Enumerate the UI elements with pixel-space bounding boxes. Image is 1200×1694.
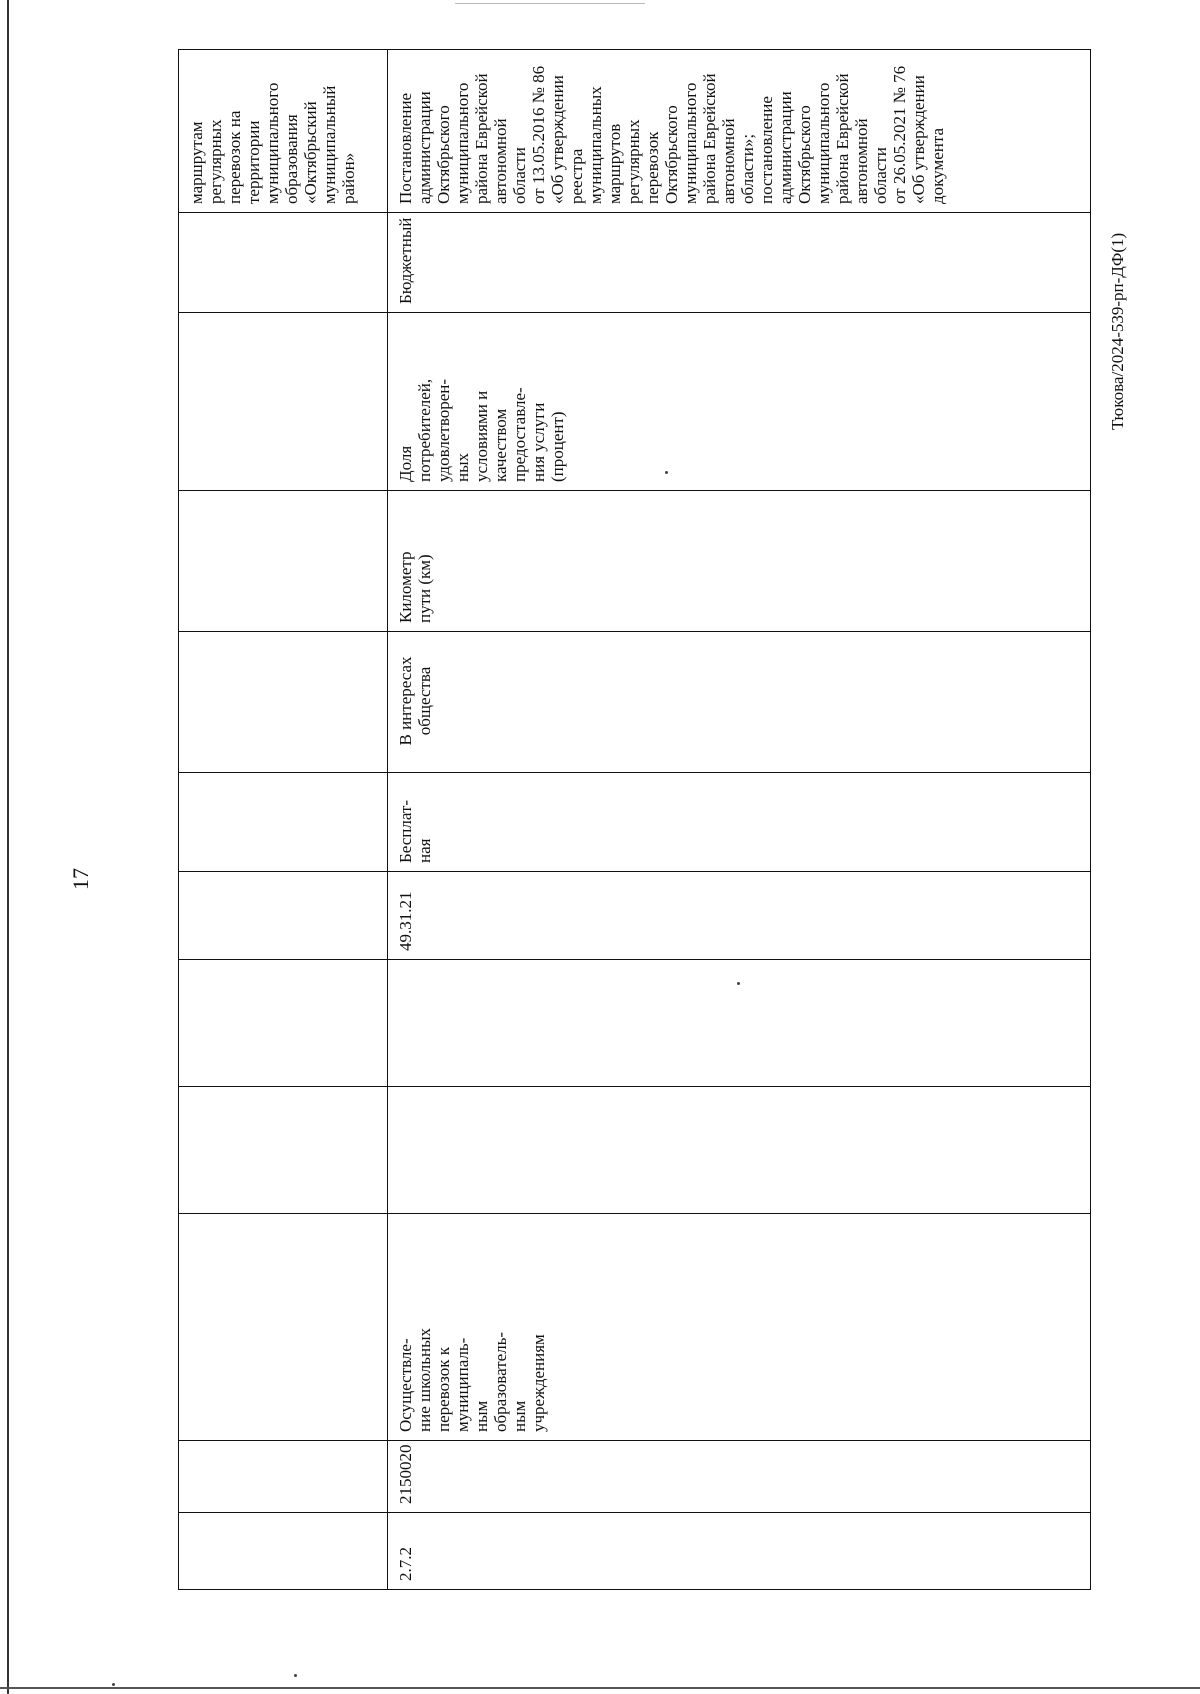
table-cell [179,1513,388,1590]
table-cell [179,491,388,632]
institution-type: Бюджетный [388,213,1091,313]
table-cell [179,960,388,1087]
page-edge [7,0,9,1694]
payment-type: Бесплат- ная [388,773,1091,872]
service-code: 2150020 [388,1441,1091,1513]
table-cell [179,1087,388,1214]
table-row [179,50,388,1590]
page-number: 17 [68,868,93,890]
service-name: Осуществле- ние школьных перевозок к муниципаль- ным образователь- ным учреждениям [388,1214,1091,1441]
unit-of-measure: Километр пути (км) [388,491,1091,632]
services-table [178,49,1091,1590]
empty-cell [388,1087,1091,1214]
route-description-cell: маршрутам регулярных перевозок на территории муниципального образования «Октябрьский муниципальный район» [179,50,388,213]
scan-speck [112,1683,115,1686]
row-number: 2.7.2 [388,1513,1091,1590]
table-cell [179,313,388,491]
scan-speck [294,1674,297,1677]
table-row [388,50,1091,1590]
public-interest: В интересах общества [388,632,1091,773]
table-cell [179,213,388,313]
table-cell [179,632,388,773]
table-cell [179,872,388,960]
quality-indicator: Доля потребителей, удовлетворен- ных условиями и качеством предоставле- ния услуги (процент) [388,313,1091,491]
table-cell [179,1214,388,1441]
rotated-page [68,65,1127,1590]
table-cell [179,773,388,872]
empty-cell [388,960,1091,1087]
legal-basis: Постановление администрации Октябрьского муниципального района Еврейской автономной области от 13.05.2016 № 86 «Об утверждении реестра муниципальных маршрутов регулярных перевозок Октябрьского муниципального района Еврейской автономной области»; постановление администрации Октябрьского муниципального района Еврейской автономной области от 26.05.2021 № 76 «Об утверждении документа [388,50,1091,213]
table-cell [179,1441,388,1513]
okved-code: 49.31.21 [388,872,1091,960]
page-edge [0,1687,1200,1689]
document-code: Тюкова/2024-539-рп-ДФ(1) [1108,232,1127,430]
scan-mark [455,3,645,4]
